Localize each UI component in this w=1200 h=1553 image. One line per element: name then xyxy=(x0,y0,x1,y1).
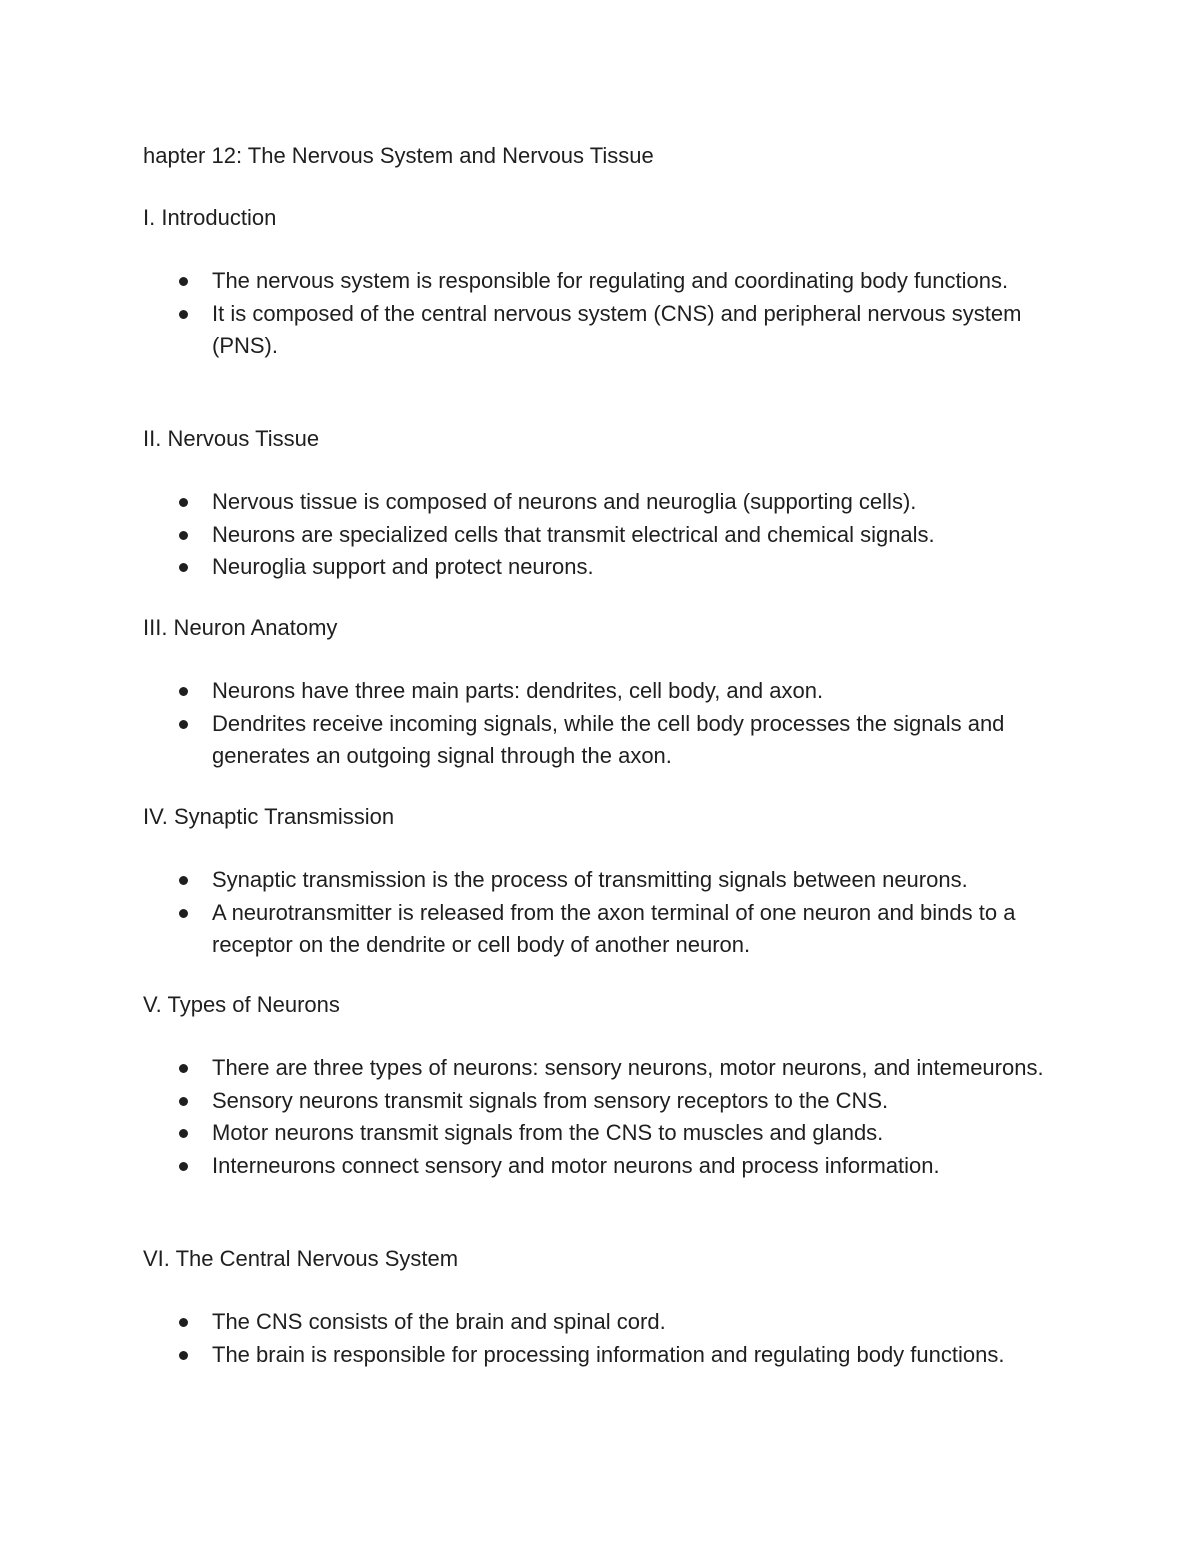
list-item-text: It is composed of the central nervous system (CNS) and peripheral nervous system (PNS). xyxy=(212,300,1022,359)
list-item-text: The brain is responsible for processing information and regulating body functions. xyxy=(212,1341,1005,1367)
list-item-text: A neurotransmitter is released from the axon terminal of one neuron and binds to a receptor on the dendrite or cell body of another neuron. xyxy=(212,899,1016,958)
section-heading: I. Introduction xyxy=(143,205,277,230)
list-item-text: Neuroglia support and protect neurons. xyxy=(212,554,594,580)
list-item xyxy=(143,675,1072,708)
bullet-icon xyxy=(179,687,188,696)
section-heading: VI. The Central Nervous System xyxy=(143,1246,459,1271)
list-item-text: Sensory neurons transmit signals from sensory receptors to the CNS. xyxy=(212,1087,889,1113)
section-heading: V. Types of Neurons xyxy=(143,992,340,1017)
list-item xyxy=(143,551,1072,584)
bullet-list xyxy=(143,486,1103,584)
section-neuron-anatomy xyxy=(143,613,1103,773)
bullet-icon xyxy=(179,277,188,286)
bullet-icon xyxy=(179,1064,188,1073)
section-heading: III. Neuron Anatomy xyxy=(143,615,338,640)
list-item-text: Motor neurons transmit signals from the CNS to muscles and glands. xyxy=(212,1120,884,1146)
bullet-list xyxy=(143,265,1103,363)
list-item xyxy=(143,1085,1072,1118)
bullet-icon xyxy=(179,310,188,319)
bullet-icon xyxy=(179,1318,188,1327)
bullet-icon xyxy=(179,1129,188,1138)
list-item xyxy=(143,265,1072,298)
bullet-icon xyxy=(179,1162,188,1171)
list-item xyxy=(143,1117,1072,1150)
bullet-list xyxy=(143,675,1103,773)
bullet-icon xyxy=(179,1351,188,1360)
list-item-text: The nervous system is responsible for regulating and coordinating body functions. xyxy=(212,268,1009,293)
bullet-icon xyxy=(179,720,188,729)
bullet-icon xyxy=(179,909,188,918)
bullet-icon xyxy=(179,498,188,507)
list-item-text: Dendrites receive incoming signals, while the cell body processes the signals and generates an outgoing signal through the axon. xyxy=(212,710,1005,769)
list-item xyxy=(143,1339,1072,1372)
list-item-text: Nervous tissue is composed of neurons and neuroglia (supporting cells). xyxy=(212,489,917,514)
section-heading: II. Nervous Tissue xyxy=(143,426,320,451)
list-item xyxy=(143,486,1072,519)
bullet-list xyxy=(143,1306,1103,1371)
page-title: hapter 12: The Nervous System and Nervous Tissue xyxy=(143,143,654,168)
list-item xyxy=(143,519,1072,552)
list-item-text: Neurons are specialized cells that transmit electrical and chemical signals. xyxy=(212,521,935,547)
list-item xyxy=(143,864,1072,897)
list-item-text: There are three types of neurons: sensory neurons, motor neurons, and intemeurons. xyxy=(212,1055,1044,1080)
section-nervous-tissue xyxy=(143,424,1103,584)
list-item-text: Synaptic transmission is the process of transmitting signals between neurons. xyxy=(212,867,968,892)
section-heading: IV. Synaptic Transmission xyxy=(143,804,395,829)
list-item-text: Neurons have three main parts: dendrites, cell body, and axon. xyxy=(212,678,824,703)
bullet-list xyxy=(143,1052,1103,1182)
list-item xyxy=(143,1052,1072,1085)
section-types-of-neurons xyxy=(143,990,1103,1182)
bullet-icon xyxy=(179,531,188,540)
list-item xyxy=(143,298,1072,363)
list-item xyxy=(143,708,1072,773)
bullet-icon xyxy=(179,1097,188,1106)
section-synaptic-transmission xyxy=(143,802,1103,962)
bullet-icon xyxy=(179,876,188,885)
list-item xyxy=(143,897,1072,962)
list-item xyxy=(143,1306,1072,1339)
list-item-text: Interneurons connect sensory and motor neurons and process information. xyxy=(212,1152,940,1178)
section-introduction xyxy=(143,203,1103,363)
list-item-text: The CNS consists of the brain and spinal cord. xyxy=(212,1309,666,1334)
bullet-icon xyxy=(179,563,188,572)
bullet-list xyxy=(143,864,1103,962)
section-central-nervous-system xyxy=(143,1244,1103,1371)
list-item xyxy=(143,1150,1072,1183)
